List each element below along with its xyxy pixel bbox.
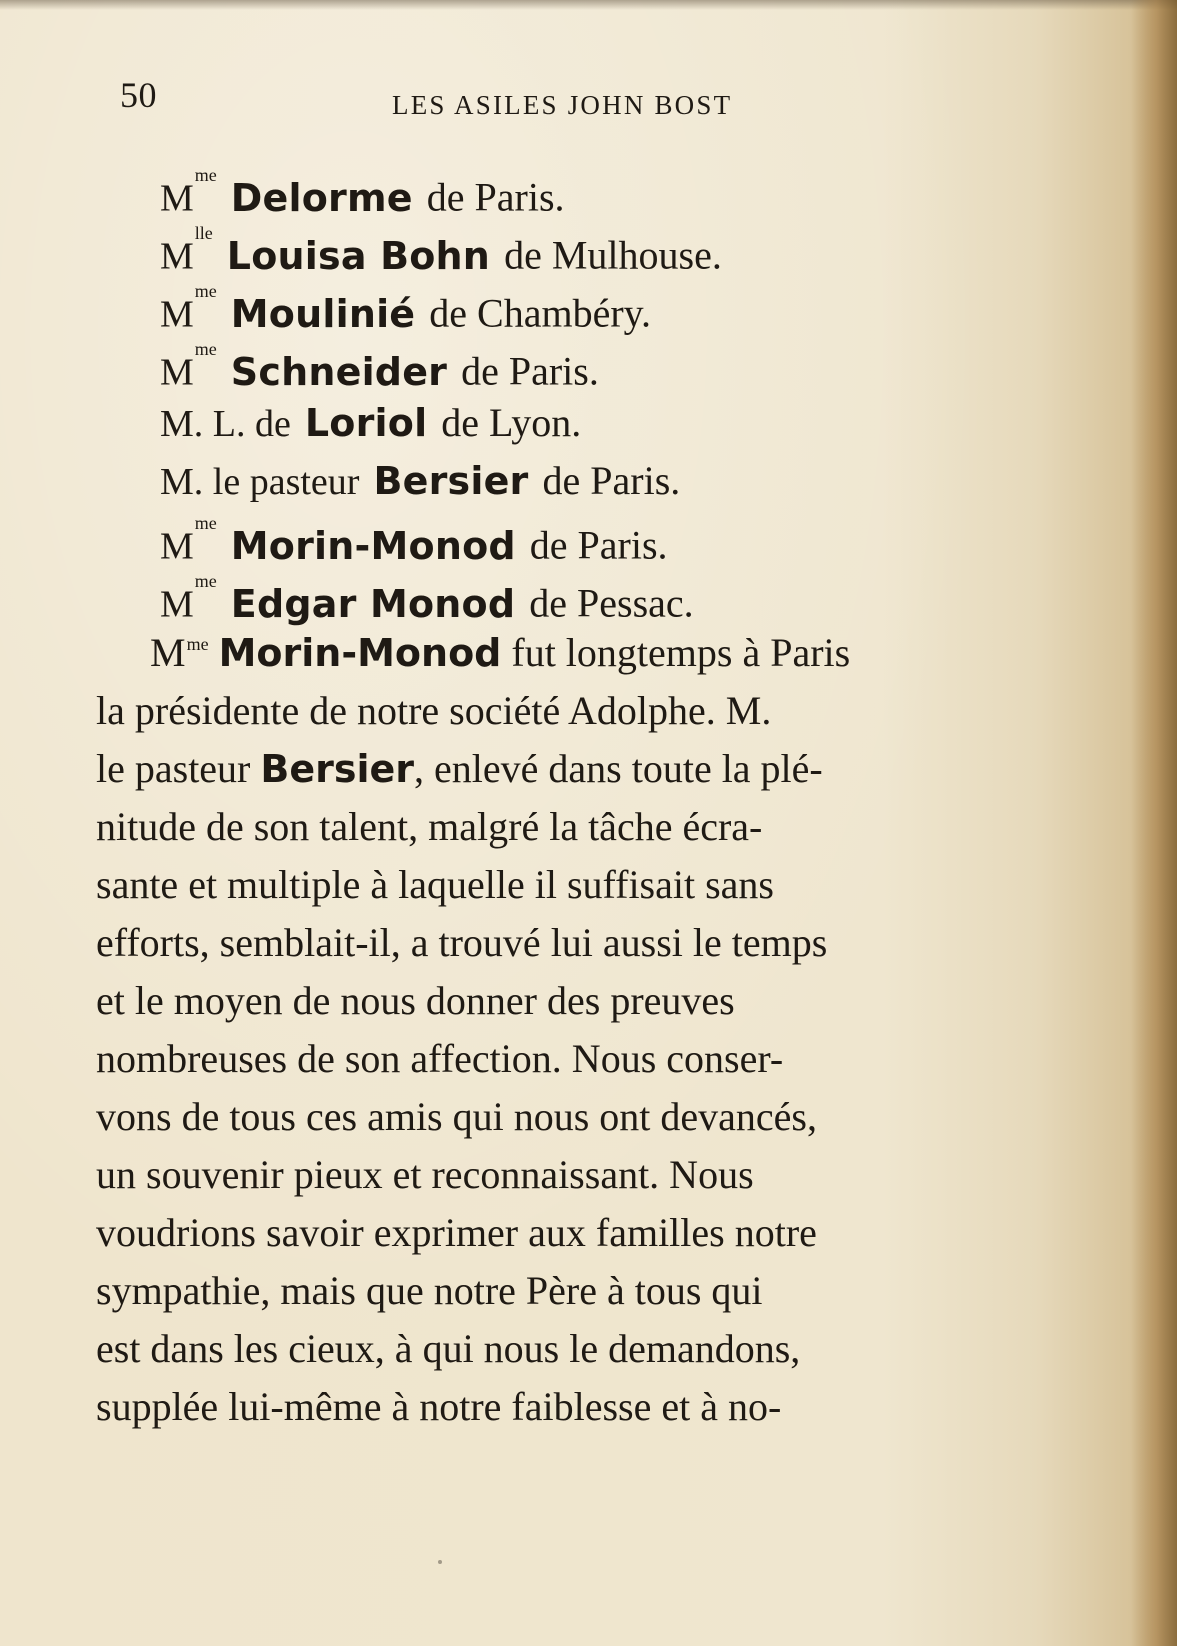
- book-spine-shadow: [1131, 0, 1177, 1646]
- paragraph-line: vons de tous ces amis qui nous ont devancés,: [96, 1094, 817, 1139]
- bold-name: Bersier: [260, 747, 415, 791]
- list-item: [160, 394, 1060, 452]
- donor-name: Edgar Monod: [230, 581, 516, 626]
- donor-name: Morin-Monod: [230, 523, 516, 568]
- paragraph-line: la présidente de notre société Adolphe. M.: [96, 688, 772, 733]
- list-item: [160, 452, 1060, 510]
- honorific-superscript: lle: [194, 223, 213, 243]
- paragraph-line: efforts, semblait-il, a trouvé lui aussi le temps: [96, 920, 828, 965]
- page-top-edge: [0, 0, 1177, 10]
- list-item: [160, 336, 1060, 394]
- honorific: $M^{me}$: [160, 281, 217, 336]
- honorific: $M^{lle}$: [160, 223, 213, 278]
- paragraph-line: nombreuses de son affection. Nous conser-: [96, 1036, 784, 1081]
- paragraph-line: nitude de son talent, malgré la tâche écra-: [96, 804, 763, 849]
- paragraph-line: est dans les cieux, à qui nous le demandons,: [96, 1326, 801, 1371]
- donor-city: de Paris.: [542, 458, 681, 503]
- donor-city: de Paris.: [461, 348, 599, 394]
- honorific-superscript: me: [194, 513, 217, 533]
- honorific: $M^{me}$: [160, 571, 217, 626]
- running-title: LES ASILES JOHN BOST: [392, 90, 733, 120]
- list-item: [160, 510, 1060, 568]
- donor-name: Delorme: [230, 175, 413, 220]
- donor-city: de Chambéry.: [429, 290, 652, 336]
- donor-city: de Lyon.: [441, 400, 582, 445]
- paragraph-line: un souvenir pieux et reconnaissant. Nous: [96, 1152, 754, 1197]
- paragraph-line: sante et multiple à laquelle il suffisait sans: [96, 862, 774, 907]
- honorific: $M^{me}$: [160, 339, 217, 394]
- honorific: $M^{me}$: [160, 165, 217, 220]
- paragraph-line: le pasteur Bersier, enlevé dans toute la plé-: [96, 746, 823, 791]
- donor-city: de Paris.: [529, 522, 668, 568]
- bold-name: Morin-Monod: [218, 631, 502, 675]
- page-header: [0, 74, 1177, 134]
- donor-name: Moulinié: [230, 291, 416, 336]
- page-number: 50: [120, 75, 157, 115]
- list-item: [160, 278, 1060, 336]
- paragraph-line: $M^{me}$ Morin-Monod fut longtemps à Paris: [150, 630, 851, 675]
- donor-name: Louisa Bohn: [226, 233, 491, 278]
- donor-city: de Mulhouse.: [504, 232, 722, 278]
- donor-name: Schneider: [230, 349, 448, 394]
- paragraph-line: et le moyen de nous donner des preuves: [96, 978, 735, 1023]
- donor-list: [160, 162, 1060, 626]
- list-item: [160, 568, 1060, 626]
- honorific-superscript: me: [194, 165, 217, 185]
- honorific: $M^{me}$: [160, 513, 217, 568]
- paragraph-line: voudrions savoir exprimer aux familles notre: [96, 1210, 817, 1255]
- honorific: M. L. de: [160, 403, 291, 445]
- body-paragraph: [96, 624, 1036, 1436]
- honorific-superscript: me: [194, 339, 217, 359]
- list-item: [160, 220, 1060, 278]
- honorific-superscript: me: [194, 281, 217, 301]
- paper-speck: [438, 1560, 442, 1564]
- donor-name: Bersier: [373, 459, 529, 503]
- donor-city: de Pessac.: [529, 580, 694, 626]
- honorific-superscript: me: [194, 571, 217, 591]
- honorific: M. le pasteur: [160, 461, 360, 503]
- donor-name: Loriol: [304, 401, 428, 445]
- paragraph-line: sympathie, mais que notre Père à tous qui: [96, 1268, 763, 1313]
- donor-city: de Paris.: [426, 174, 565, 220]
- paragraph-line: supplée lui-même à notre faiblesse et à no-: [96, 1384, 782, 1429]
- list-item: [160, 162, 1060, 220]
